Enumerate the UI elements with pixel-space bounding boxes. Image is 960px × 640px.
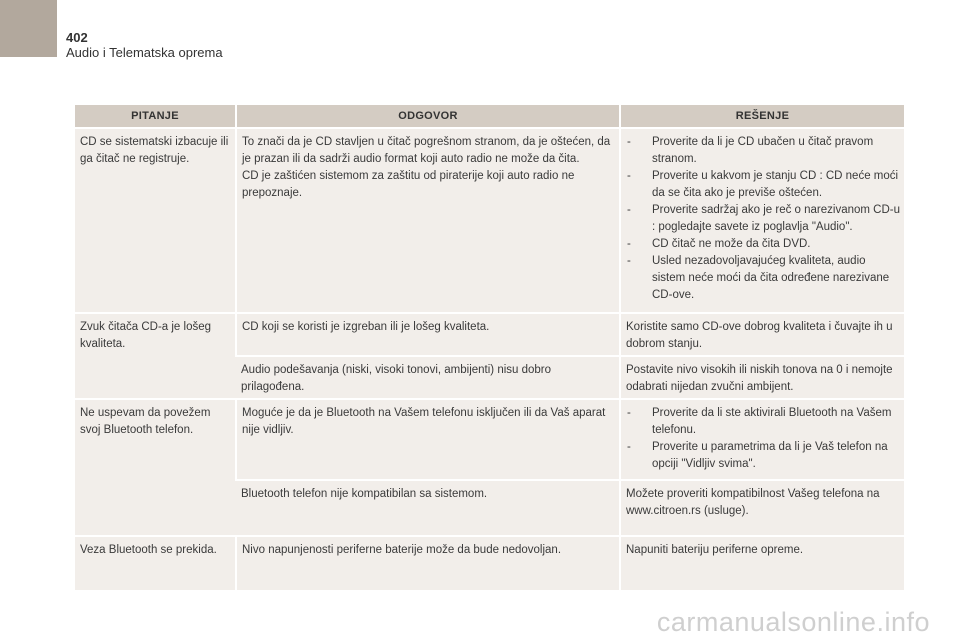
question-cell: Ne uspevam da povežem svoj Bluetooth telefon.: [75, 399, 236, 536]
solution-cell: [620, 128, 904, 313]
answer-cell: Moguće je da je Bluetooth na Vašem telefonu isključen ili da Vaš aparat nije vidljiv.: [236, 399, 620, 480]
column-header-question: PITANJE: [75, 105, 236, 128]
solution-item: - Proverite da li ste aktivirali Bluetooth na Vašem telefonu.: [626, 405, 900, 439]
answer-cell: CD koji se koristi je izgreban ili je lošeg kvaliteta.: [236, 313, 620, 356]
answer-cell: Audio podešavanja (niski, visoki tonovi, ambijenti) nisu dobro prilagođena.: [236, 356, 620, 399]
solution-item: - Usled nezadovoljavajućeg kvaliteta, audio sistem neće moći da čita određene narezivane CD-ove.: [626, 253, 900, 304]
solution-cell: Napuniti bateriju periferne opreme.: [620, 536, 904, 590]
solution-item: - Proverite u kakvom je stanju CD : CD neće moći da se čita ako je previše oštećen.: [626, 168, 900, 202]
corner-tab: [0, 0, 57, 57]
page-number: 402: [66, 30, 88, 45]
column-header-answer: ODGOVOR: [236, 105, 620, 128]
solution-item: - CD čitač ne može da čita DVD.: [626, 236, 900, 253]
table-row: [75, 536, 904, 590]
question-cell: CD se sistematski izbacuje ili ga čitač ne registruje.: [75, 128, 236, 313]
table-row: [75, 313, 904, 356]
solution-item: - Proverite u parametrima da li je Vaš telefon na opciji "Vidljiv svima".: [626, 439, 900, 473]
table-row: [75, 399, 904, 480]
solution-cell: [620, 399, 904, 480]
question-cell: Veza Bluetooth se prekida.: [75, 536, 236, 590]
solution-cell: Koristite samo CD-ove dobrog kvaliteta i čuvajte ih u dobrom stanju.: [620, 313, 904, 356]
solution-list: [626, 134, 900, 304]
solution-list: [626, 405, 900, 473]
table-row: [75, 128, 904, 313]
watermark: carmanualsonline.info: [656, 607, 930, 637]
section-title: Audio i Telematska oprema: [66, 45, 223, 60]
solution-item: - Proverite da li je CD ubačen u čitač pravom stranom.: [626, 134, 900, 168]
solution-cell: Možete proveriti kompatibilnost Vašeg telefona na www.citroen.rs (usluge).: [620, 480, 904, 536]
column-header-solution: REŠENJE: [620, 105, 904, 128]
table-header-row: [75, 105, 904, 128]
question-cell: Zvuk čitača CD-a je lošeg kvaliteta.: [75, 313, 236, 399]
solution-item: - Proverite sadržaj ako je reč o narezivanom CD-u : pogledajte savete iz poglavlja "Audio".: [626, 202, 900, 236]
answer-text: To znači da je CD stavljen u čitač pogrešnom stranom, da je oštećen, da je prazan ili da sadrži audio format koji auto radio ne može da čita. CD je zaštićen sistemom za zaštitu od piraterije koji auto radio ne prepoznaje.: [242, 136, 611, 199]
solution-cell: Postavite nivo visokih ili niskih tonova na 0 i nemojte odabrati nijedan zvučni ambijent.: [620, 356, 904, 399]
answer-cell: [236, 128, 620, 313]
answer-cell: Bluetooth telefon nije kompatibilan sa sistemom.: [236, 480, 620, 536]
faq-table: [75, 105, 904, 590]
answer-cell: Nivo napunjenosti periferne baterije može da bude nedovoljan.: [236, 536, 620, 590]
